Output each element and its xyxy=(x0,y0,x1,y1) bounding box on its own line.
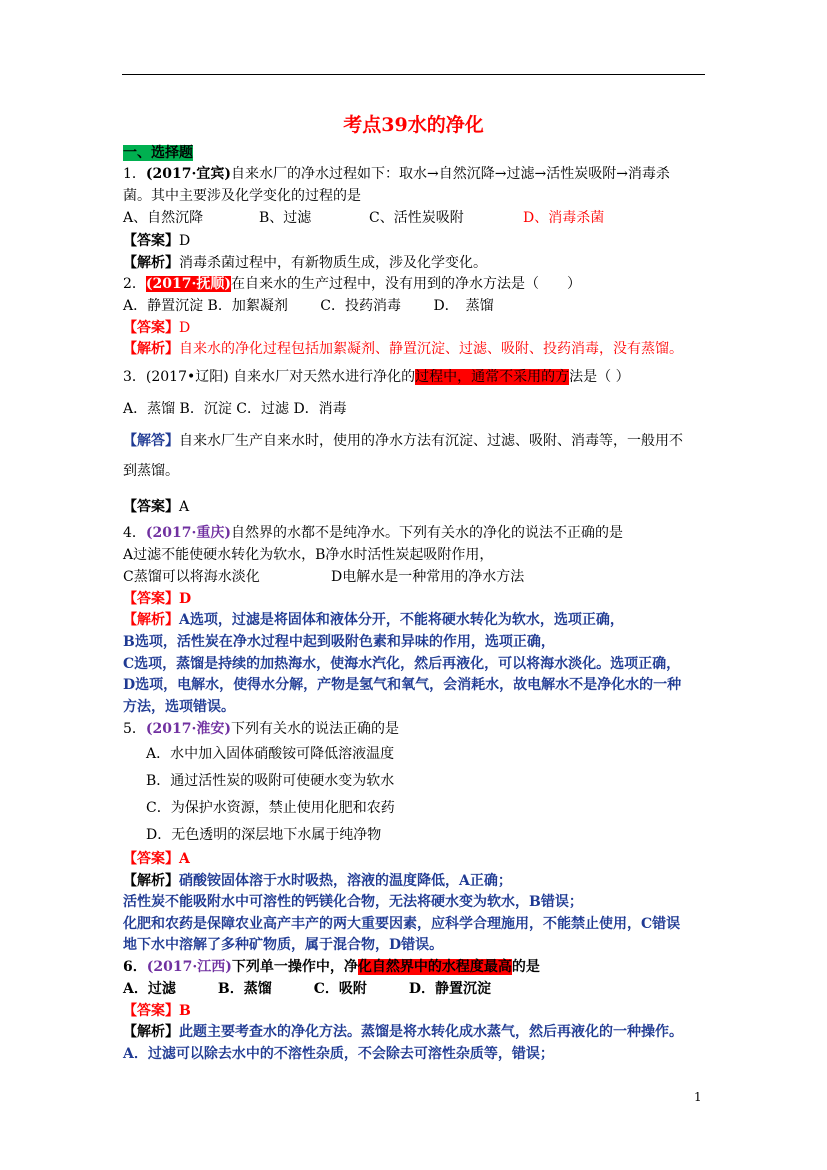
q3-options: A．蒸馏 B．沉淀 C．过滤 D．消毒 xyxy=(123,401,347,417)
page-number: 1 xyxy=(694,1090,702,1104)
q5-answer: 【答案】A xyxy=(123,851,190,867)
q5-analysis-line: 化肥和农药是保障农业高产丰产的两大重要因素，应科学合理施用，不能禁止使用，C错误 xyxy=(123,916,681,932)
q4-analysis-line: C选项，蒸馏是持续的加热海水，使海水汽化，然后再液化，可以将海水淡化。选项正确， xyxy=(123,656,681,672)
q5-option: D．无色透明的深层地下水属于纯净物 xyxy=(146,827,382,843)
q4-analysis-line: D选项，电解水，使得水分解，产物是氢气和氧气，会消耗水，故电解水不是净化水的一种 xyxy=(123,677,682,693)
q6-answer: 【答案】B xyxy=(123,1003,191,1019)
q1-stem-line2: 菌。其中主要涉及化学变化的过程的是 xyxy=(123,188,361,204)
q6-analysis-line: A．过滤可以除去水中的不溶性杂质，不会除去可溶性杂质等，错误； xyxy=(123,1046,554,1062)
q5-option: A．水中加入固体硝酸铵可降低溶液温度 xyxy=(146,746,395,762)
header-rule xyxy=(122,74,705,75)
q1-stem-line1: 1．(2017·宜宾)自来水厂的净水过程如下：取水→自然沉降→过滤→活性炭吸附→消毒杀 xyxy=(123,166,670,182)
q2-answer: 【答案】D xyxy=(123,320,191,336)
q4-analysis-line: 方法，选项错误。 xyxy=(123,699,235,715)
q4-answer: 【答案】D xyxy=(123,591,192,607)
q6-stem: 6．(2017·江西)下列单一操作中，净化自然界中的水程度最高的是 xyxy=(123,959,540,975)
q5-analysis-line: 活性炭不能吸附水中可溶性的钙镁化合物，无法将硬水变为软水，B错误； xyxy=(123,894,583,910)
q1-analysis: 【解析】消毒杀菌过程中，有新物质生成，涉及化学变化。 xyxy=(123,255,487,271)
q5-analysis-line: 地下水中溶解了多种矿物质，属于混合物，D错误。 xyxy=(123,937,444,953)
q2-options: A．静置沉淀 B．加絮凝剂 C．投药消毒 D． 蒸馏 xyxy=(123,298,494,314)
q5-option: B．通过活性炭的吸附可使硬水变为软水 xyxy=(146,773,395,789)
q5-option: C．为保护水资源，禁止使用化肥和农药 xyxy=(146,800,395,816)
q1-options: A、自然沉降 B、过滤 C、活性炭吸附 D、消毒杀菌 xyxy=(123,210,605,226)
q3-answer: 【答案】A xyxy=(123,499,190,515)
page-title: 考点39水的净化 xyxy=(343,114,484,136)
q4-analysis-line: B选项，活性炭在净水过程中起到吸附色素和异味的作用，选项正确， xyxy=(123,634,555,650)
q3-solution-line2: 到蒸馏。 xyxy=(123,463,179,479)
q1-answer: 【答案】D xyxy=(123,233,191,249)
q5-analysis-line: 【解析】硝酸铵固体溶于水时吸热，溶液的温度降低，A正确； xyxy=(123,873,512,889)
q4-options-cd: C蒸馏可以将海水淡化 D电解水是一种常用的净水方法 xyxy=(123,569,525,585)
section-heading: 一、选择题 xyxy=(123,145,193,161)
q5-stem: 5．(2017·淮安)下列有关水的说法正确的是 xyxy=(123,721,400,737)
q6-analysis-line: 【解析】此题主要考查水的净化方法。蒸馏是将水转化成水蒸气，然后再液化的一种操作。 xyxy=(123,1024,683,1040)
q4-stem: 4．(2017·重庆)自然界的水都不是纯净水。下列有关水的净化的说法不正确的是 xyxy=(123,525,624,541)
q2-stem: 2．(2017·抚顺)在自来水的生产过程中，没有用到的净水方法是（ ） xyxy=(123,276,582,292)
q2-analysis: 【解析】自来水的净化过程包括加絮凝剂、静置沉淀、过滤、吸附、投药消毒，没有蒸馏。 xyxy=(123,341,683,357)
q4-options-ab: A过滤不能使硬水转化为软水，B净水时活性炭起吸附作用， xyxy=(123,547,494,563)
q3-stem: 3．(2017•辽阳) 自来水厂对天然水进行净化的过程中，通常不采用的方法是（ ） xyxy=(123,369,630,385)
q3-solution-line1: 【解答】自来水厂生产自来水时，使用的净水方法有沉淀、过滤、吸附、消毒等，一般用不 xyxy=(123,433,683,449)
q6-options: A．过滤 B．蒸馏 C．吸附 D．静置沉淀 xyxy=(123,981,491,997)
q4-analysis-line: 【解析】A选项，过滤是将固体和液体分开，不能将硬水转化为软水，选项正确， xyxy=(123,612,624,628)
